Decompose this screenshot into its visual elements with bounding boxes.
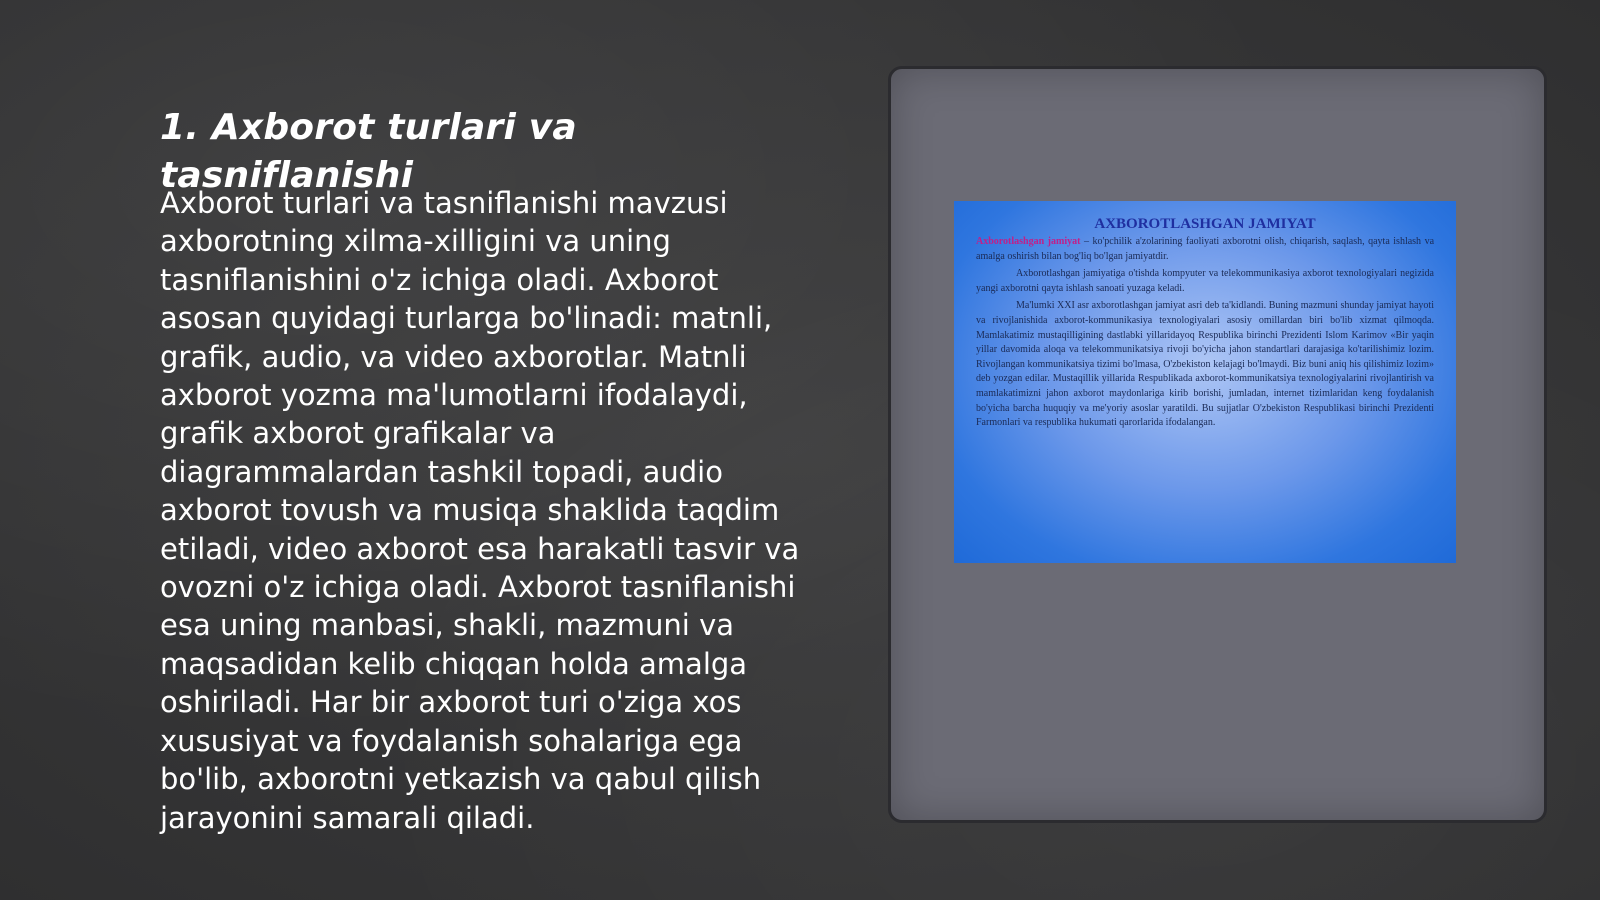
document-paragraph-2: Axborotlashgan jamiyatiga o'tishda kompyuter va telekommunikasiya axborot texnologiyalari negizida yangi axborotni qayta ishlash sanoati yuzaga keladi. (976, 268, 1434, 294)
document-paragraph-definition (976, 235, 1434, 264)
document-lead-term: Axborotlashgan jamiyat (976, 236, 1081, 247)
slide-body-text: Axborot turlari va tasniflanishi mavzusi axborotning xilma-xilligini va uning tasniflanishini o'z ichiga oladi. Axborot asosan quyidagi turlarga bo'linadi: matnli, grafik, audio, va video axborotlar. Matnli axborot yozma ma'lumotlarni ifodalaydi, grafik axborot grafikalar va diagrammalardan tashkil topadi, audio axborot tovush va musiqa shaklida taqdim etiladi, video axborot esa harakatli tasvir va ovozni o'z ichiga oladi. Axborot tasniflanishi esa uning manbasi, shakli, mazmuni va maqsadidan kelib chiqqan holda amalga oshiriladi. Har bir axborot turi o'ziga xos xususiyat va foydalanish sohalariga ega bo'lib, axborotni yetkazish va qabul qilish jarayonini samarali qiladi. (160, 186, 800, 835)
slide-title: 1. Axborot turlari va tasniflanishi (160, 107, 577, 196)
document-image-title: AXBOROTLASHGAN JAMIYAT (1094, 216, 1316, 232)
document-image[interactable] (954, 201, 1456, 563)
document-paragraph-3: Ma'lumki XXI asr axborotlashgan jamiyat asri deb ta'kidlandi. Buning mazmuni shunday jamiyat hayoti va rivojlanishida axborot-kommunikasiya texnologiyalari asosiy omillardan biri bo'lib xizmat qilmoqda. Mamlakatimiz mustaqilligining dastlabki yillaridayoq Respublika birinchi Prezidenti Islom Karimov «Bir yaqin yillar davomida aloqa va telekommunikatsiya rivoji bo'yicha jahon standartlari darajasiga ko'tarilishimiz lozim. Rivojlangan kommunikatsiya tizimi bo'lmasa, O'zbekiston kelajagi bo'lmaydi. Biz buni aniq his qilishimiz lozim» deb yozgan edilar. Mustaqillik yillarida Respublikada axborot-kommunikatsiya texnologiyalarini rivojlantirish va mamlakatimizni jahon axborot maydonlariga kirib borishi, jumladan, internet tizimlaridan keng foydalanish bo'yicha barcha huquqiy va me'yoriy asoslar yaratildi. Bu sujjatlar O'zbekiston Respublikasi birinchi Prezidenti Farmonlari va respublika hukumati qarorlarida ifodalangan. (976, 300, 1434, 429)
image-frame (888, 66, 1547, 823)
document-paragraph-1-text: – ko'pchilik a'zolarining faoliyati axborotni olish, chiqarish, saqlash, qayta ishlash va amalga oshirish bilan bog'liq bo'lgan jamiyatdir. (976, 236, 1435, 262)
